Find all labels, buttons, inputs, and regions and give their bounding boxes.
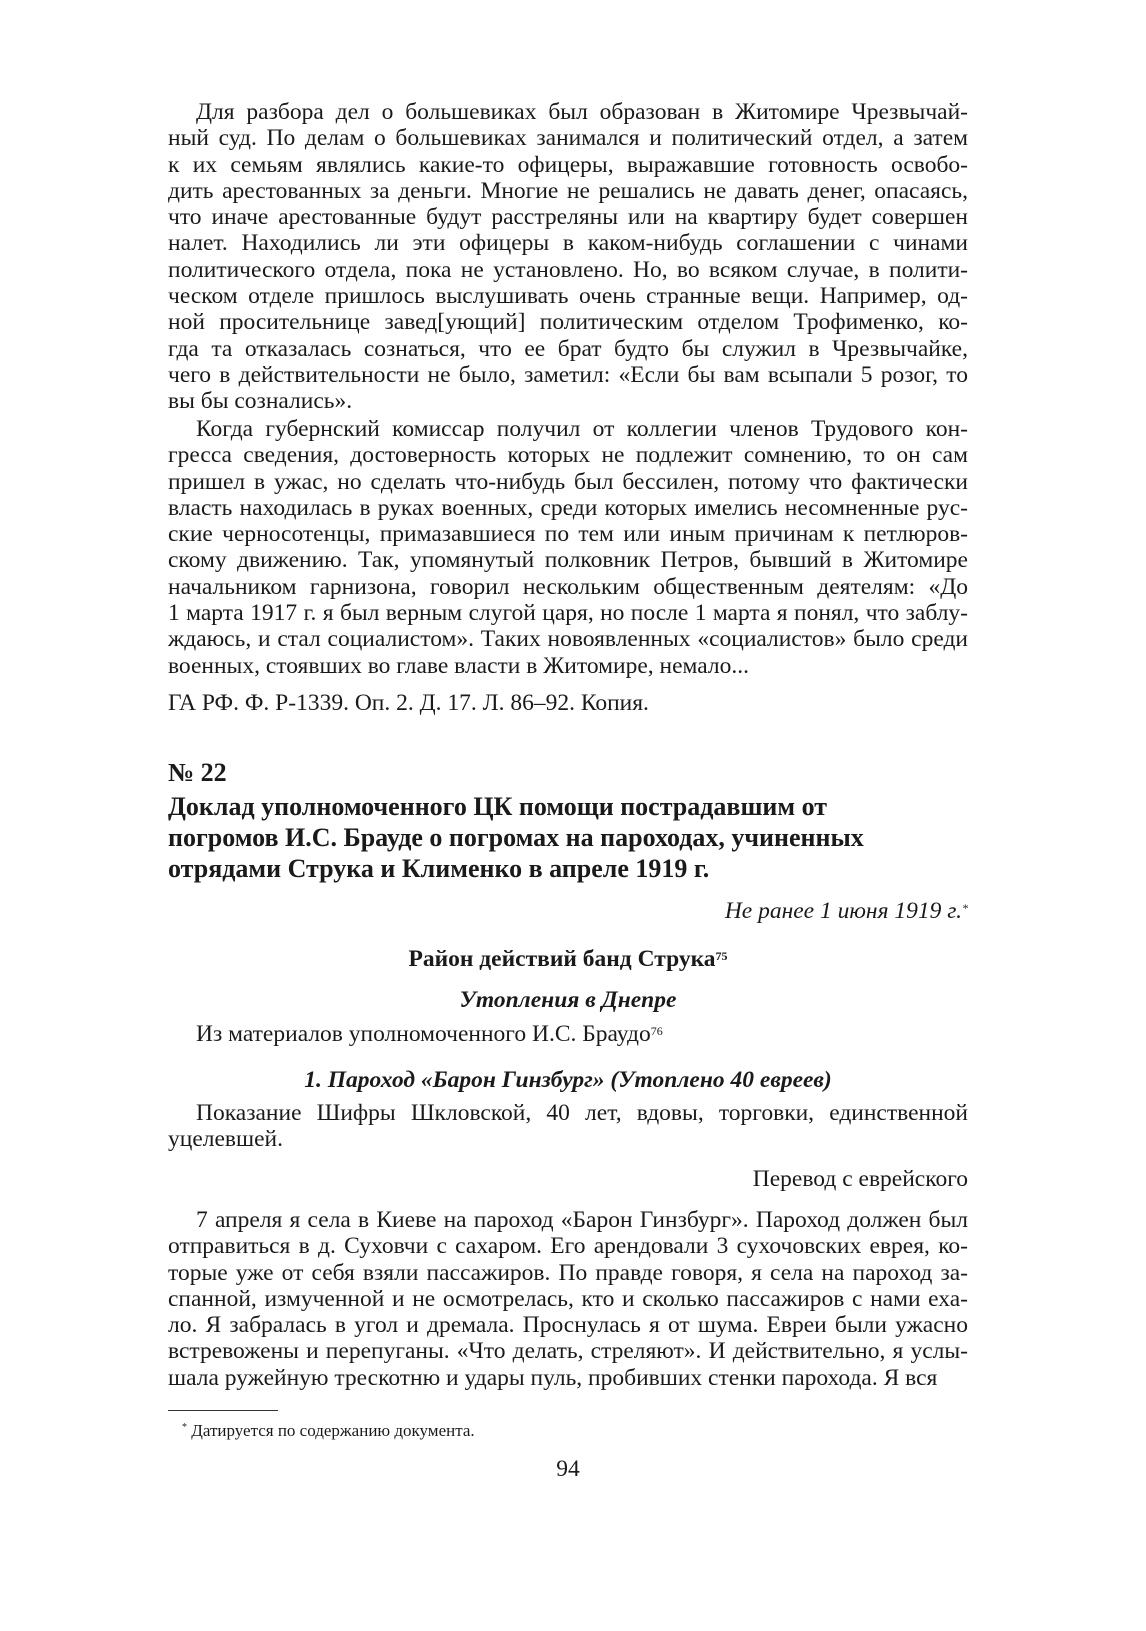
date-text: Не ранее 1 июня 1919 г. [724,898,962,924]
text-line: что иначе арестованные будут расстреляны или на квартиру будет совершен [168,204,968,231]
text-line: гда та отказалась сознаться, что ее брат будто бы служил в Чрезвычайке, [168,335,968,362]
text-line: военных, стоявших во главе власти в Житомире, немало... [168,652,749,679]
text-line: ный суд. По делам о большевиках занимался и политический отдел, а затем [168,125,968,152]
text-line: ной просительнице завед[ующий] политическим отделом Трофименко, ко- [168,309,968,336]
testimony [168,1100,968,1153]
footnote-text: Датируется по содержанию документа. [191,1421,475,1440]
text-line: скому движению. Так, упомянутый полковник Петров, бывший в Житомире [168,547,968,574]
document-date [168,898,968,924]
section-title [168,946,968,972]
text-line: вы бы сознались». [168,388,353,415]
text-line: политического отдела, пока не установлено. Но, во всяком случае, в полити- [168,256,968,283]
materials-text: Из материалов уполномоченного И.С. Браудо [196,1021,651,1047]
text-line: начальником гарнизона, говорил нескольким общественным деятелям: «До [168,573,968,600]
text-line: 1 марта 1917 г. я был верным слугой царя, но после 1 марта я понял, что заблу- [168,600,968,627]
text-line: Доклад уполномоченного ЦК помощи пострадавшим от [168,792,828,821]
text-line: дить арестованных за деньги. Многие не решались не давать денег, опасаясь, [168,177,968,204]
text-line: отрядами Струка и Клименко в апреле 1919 г. [168,854,710,883]
text-line: ческом отделе пришлось выслушивать очень странные вещи. Например, од- [168,283,968,310]
subsection-title: Утопления в Днепре [459,987,677,1013]
document-number: № 22 [168,758,227,787]
text-line: встревожены и перепуганы. «Что делать, стреляют». И действительно, я услы- [168,1338,968,1365]
footnote-divider [168,1410,278,1411]
note-76[interactable]: 76 [650,1024,663,1038]
page-number: 94 [556,1456,580,1482]
paragraph-2 [168,416,968,679]
text-line: пришел в ужас, но сделать что-нибудь был бессилен, потому что фактически [168,468,968,495]
text-line: спанной, измученной и не осмотрелась, кто и сколько пассажиров с нами еха- [168,1285,968,1312]
text-line: Когда губернский комиссар получил от коллегии членов Трудового кон- [196,416,968,442]
document-title [168,791,888,884]
text-line: чего в действительности не было, заметил: «Если бы вам всыпали 5 розог, то [168,361,968,388]
archive-reference: ГА РФ. Ф. Р-1339. Оп. 2. Д. 17. Л. 86–92. Копия. [168,690,649,716]
footnote-marker[interactable]: * [962,901,968,915]
section-title-text: Район действий банд Струка [408,946,716,972]
text-line: Для разбора дел о большевиках был образован в Житомире Чрезвычай- [196,99,968,125]
note-75[interactable]: 75 [715,949,728,963]
translation-note: Перевод с еврейского [752,1166,968,1192]
text-line: к их семьям являлись какие-то офицеры, выражавшие готовность освобо- [168,151,968,178]
text-line: Показание Шифры Шкловской, 40 лет, вдовы, торговки, единственной [196,1100,968,1126]
materials-line [168,1021,968,1047]
text-line: погромов И.С. Брауде о погромах на пароходах, учиненных [168,823,864,852]
text-line: 7 апреля я села в Киеве на пароход «Барон Гинзбург». Пароход должен был [196,1207,968,1233]
text-line: гресса сведения, достоверность которых не подлежит сомнению, то он сам [168,442,968,469]
text-line: власть находилась в руках военных, среди которых имелись несомненные рус- [168,494,968,521]
text-line: ждаюсь, и стал социалистом». Таких новоявленных «социалистов» было среди [168,626,968,653]
text-line: ские черносотенцы, примазавшиеся по тем или иным причинам к петлюров- [168,521,968,548]
text-line: ло. Я забралась в угол и дремала. Проснулась я от шума. Евреи были ужасно [168,1312,968,1339]
text-line: отправиться в д. Суховчи с сахаром. Его арендовали 3 сухочовских еврея, ко- [168,1233,968,1260]
paragraph-3 [168,1207,968,1391]
item-title: 1. Пароход «Барон Гинзбург» (Утоплено 40 евреев) [304,1067,832,1093]
text-line: налет. Находились ли эти офицеры в каком-нибудь соглашении с чинами [168,230,968,257]
text-line: уцелевшей. [168,1126,283,1153]
paragraph-1 [168,99,968,415]
text-line: торые уже от себя взяли пассажиров. По правде говоря, я села на пароход за- [168,1259,968,1286]
text-line: шала ружейную трескотню и удары пуль, пробивших стенки парохода. Я вся [168,1364,938,1391]
footnote-mark: * [182,1422,187,1433]
footnote [182,1418,982,1444]
